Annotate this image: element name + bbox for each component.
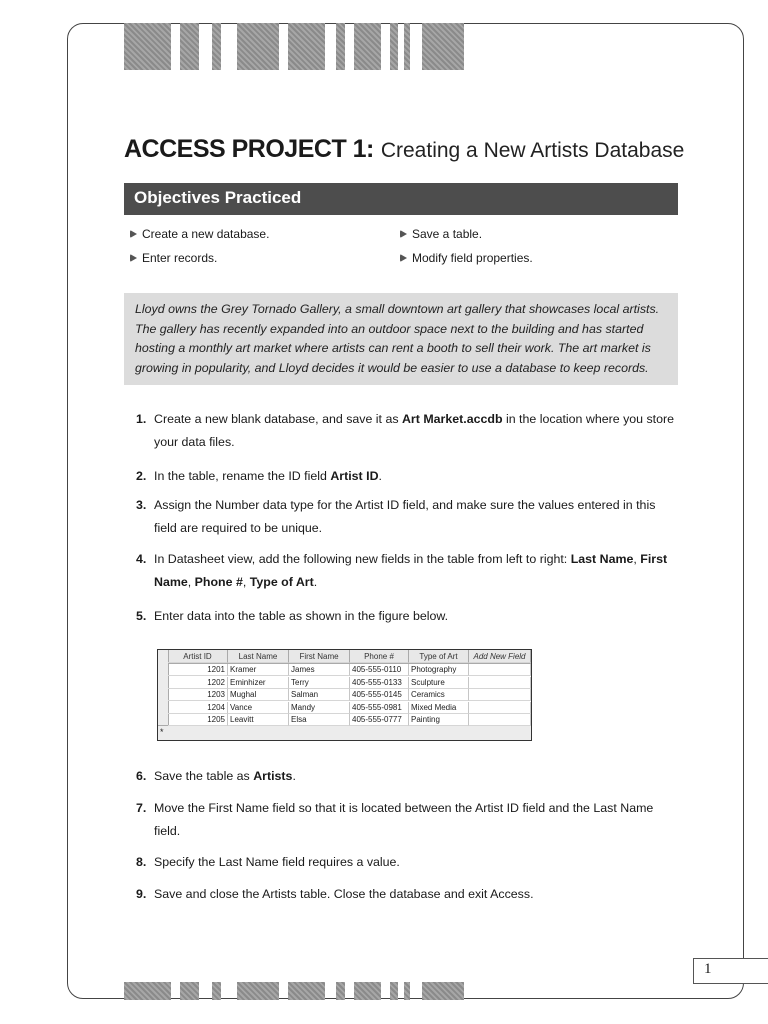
table-cell: 1201 (168, 664, 228, 676)
table-cell: 1204 (168, 702, 228, 714)
table-cell: 1205 (168, 714, 228, 726)
step-number: 9. (136, 887, 147, 901)
step-segment: . (292, 769, 296, 783)
column-header: Last Name (228, 650, 289, 663)
step-segment: in the location where you store your data files. (154, 412, 675, 449)
step-text (154, 797, 679, 843)
empty-cell (469, 702, 531, 714)
table-cell: 1203 (168, 689, 228, 701)
step-segment: , (187, 575, 195, 589)
objective-item: Modify field properties. (400, 251, 533, 265)
table-cell: Sculpture (409, 677, 469, 689)
empty-cell (469, 664, 531, 676)
objective-item: Enter records. (130, 251, 217, 265)
table-cell: Elsa (289, 714, 350, 726)
table-cell: Photography (409, 664, 469, 676)
table-cell: Kramer (228, 664, 289, 676)
empty-cell (469, 689, 531, 701)
step-emphasis: Artist ID (330, 469, 379, 483)
step-number: 5. (136, 609, 147, 623)
new-row-marker: * (160, 727, 164, 737)
step-emphasis: Last Name (570, 552, 634, 566)
table-cell: Vance (228, 702, 289, 714)
objective-item: Save a table. (400, 227, 482, 241)
table-cell: 405-555-0981 (350, 702, 409, 714)
table-cell: 405-555-0133 (350, 677, 409, 689)
table-cell: Mixed Media (409, 702, 469, 714)
step-number: 6. (136, 769, 147, 783)
step-text (154, 548, 679, 594)
step-segment: , (242, 575, 250, 589)
step-segment: Specify the Last Name field requires a value. (154, 855, 400, 869)
column-header: Artist ID (168, 650, 228, 663)
top-decorative-bars (124, 23, 464, 70)
step-emphasis: Phone # (194, 575, 243, 589)
title-subject: Creating a New Artists Database (380, 139, 685, 162)
table-cell: 405-555-0145 (350, 689, 409, 701)
step-segment: Enter data into the table as shown in the figure below. (154, 609, 449, 623)
step-text (154, 851, 679, 874)
triangle-bullet-icon (400, 254, 407, 262)
step-number: 3. (136, 498, 147, 512)
column-header: Add New Field (469, 650, 531, 663)
step-segment: , (633, 552, 641, 566)
page-title (124, 135, 704, 164)
datasheet-new-row (158, 725, 531, 740)
table-cell: 405-555-0110 (350, 664, 409, 676)
step-segment: . (378, 469, 382, 483)
table-cell: Eminhizer (228, 677, 289, 689)
step-text (154, 765, 679, 788)
step-number: 7. (136, 801, 147, 815)
bottom-decorative-bars (124, 982, 464, 1000)
step-text (154, 408, 679, 454)
datasheet-figure (157, 649, 532, 741)
step-number: 8. (136, 855, 147, 869)
step-segment: Assign the Number data type for the Artist ID field, and make sure the values entered in this field are required to be unique. (154, 498, 656, 535)
step-number: 2. (136, 469, 147, 483)
objective-item: Create a new database. (130, 227, 269, 241)
step-segment: Move the First Name field so that it is located between the Artist ID field and the Last Name field. (154, 801, 654, 838)
column-header: Type of Art (409, 650, 469, 663)
step-segment: Save and close the Artists table. Close the database and exit Access. (154, 887, 534, 901)
step-text (154, 605, 679, 628)
scenario-text: Lloyd owns the Grey Tornado Gallery, a small downtown art gallery that showcases local artists. The gallery has recently expanded into an outdoor space next to the building and has started hosting a monthly art market where artists can rent a booth to sell their work. The art market is growing in popularity, and Lloyd decides it would be easier to use a database to keep records. (124, 293, 678, 385)
title-project: ACCESS PROJECT 1: (124, 135, 374, 163)
objectives-header: Objectives Practiced (124, 183, 678, 215)
triangle-bullet-icon (130, 254, 137, 262)
step-segment: . (313, 575, 318, 589)
step-number: 1. (136, 412, 147, 426)
step-emphasis: Artists (253, 769, 293, 783)
column-header: Phone # (350, 650, 409, 663)
empty-cell (469, 677, 531, 689)
table-cell: Ceramics (409, 689, 469, 701)
step-segment: In the table, rename the ID field (154, 469, 331, 483)
table-cell: James (289, 664, 350, 676)
step-number: 4. (136, 552, 147, 566)
step-emphasis: Art Market.accdb (401, 412, 503, 426)
column-header: First Name (289, 650, 350, 663)
step-text (154, 883, 679, 906)
step-text (154, 465, 679, 488)
step-emphasis: First Name (154, 552, 668, 589)
table-cell: Mandy (289, 702, 350, 714)
table-cell: Terry (289, 677, 350, 689)
triangle-bullet-icon (130, 230, 137, 238)
table-cell: Mughal (228, 689, 289, 701)
page-number: 1 (693, 958, 768, 984)
table-cell: 1202 (168, 677, 228, 689)
table-cell: Leavitt (228, 714, 289, 726)
table-cell: Painting (409, 714, 469, 726)
step-segment: Save the table as (154, 769, 254, 783)
step-segment: In Datasheet view, add the following new fields in the table from left to right: (154, 552, 571, 566)
empty-cell (469, 714, 531, 726)
table-cell: 405-555-0777 (350, 714, 409, 726)
step-text (154, 494, 679, 540)
table-cell: Salman (289, 689, 350, 701)
step-emphasis: Type of Art (249, 575, 314, 589)
step-segment: Create a new blank database, and save it as (154, 412, 402, 426)
triangle-bullet-icon (400, 230, 407, 238)
